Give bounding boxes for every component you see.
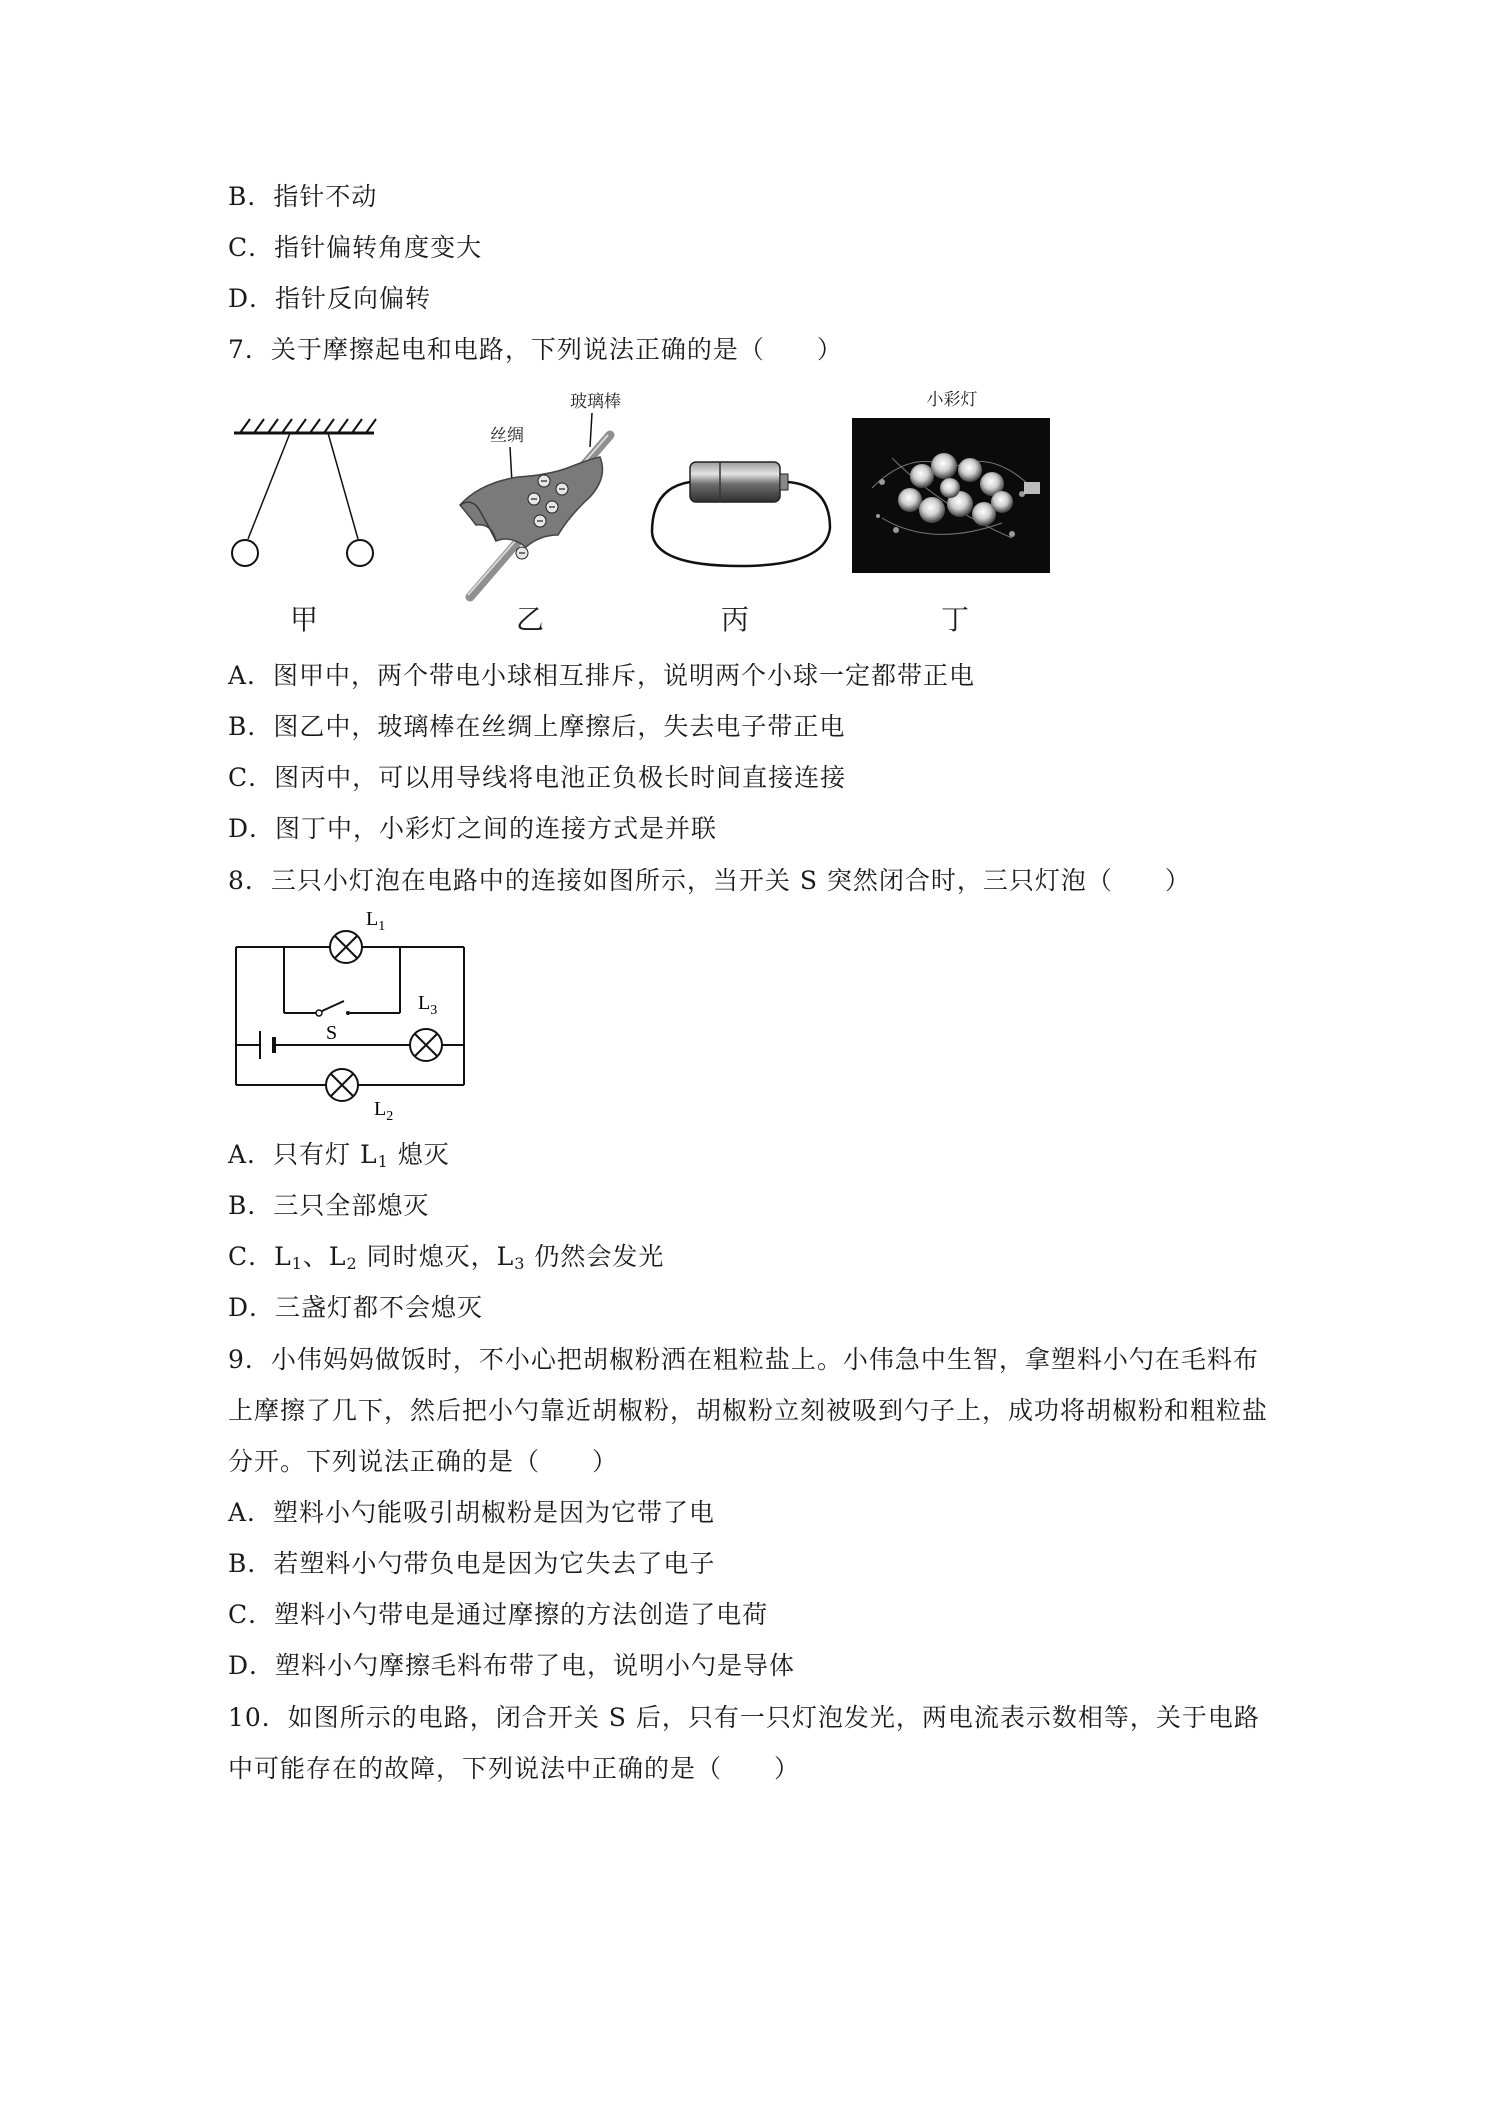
q8-circuit-diagram <box>228 905 488 1125</box>
figure-bing-battery-short <box>640 450 850 580</box>
caption-ding: 丁 <box>940 603 969 636</box>
q6-option-c: C．指针偏转角度变大 <box>228 233 483 262</box>
q9-stem-line3: 分开。下列说法正确的是（ ） <box>228 1447 619 1476</box>
q10-stem-line1: 10．如图所示的电路，闭合开关 S 后，只有一只灯泡发光，两电流表示数相等，关于电路 <box>228 1703 1260 1732</box>
q9-option-a: A．塑料小勺能吸引胡椒粉是因为它带了电 <box>228 1498 716 1527</box>
q8-option-d: D．三盏灯都不会熄灭 <box>228 1293 484 1322</box>
q8-option-a: A．只有灯 $L_1$ 熄灭 <box>228 1140 450 1171</box>
q9-option-c: C．塑料小勺带电是通过摩擦的方法创造了电荷 <box>228 1600 769 1629</box>
q7-option-c: C．图丙中，可以用导线将电池正负极长时间直接连接 <box>228 763 847 792</box>
q7-stem: 7．关于摩擦起电和电路，下列说法正确的是（ ） <box>228 335 843 364</box>
figure-jia-pendulums <box>228 405 388 575</box>
q9-option-d: D．塑料小勺摩擦毛料布带了电，说明小勺是导体 <box>228 1651 796 1680</box>
q7-option-d: D．图丁中，小彩灯之间的连接方式是并联 <box>228 814 718 843</box>
q8-option-b: B．三只全部熄灭 <box>228 1191 430 1220</box>
q6-option-b: B．指针不动 <box>228 182 378 211</box>
q7-option-a: A．图甲中，两个带电小球相互排斥，说明两个小球一定都带正电 <box>228 661 976 690</box>
q7-option-b: B．图乙中，玻璃棒在丝绸上摩擦后，失去电子带正电 <box>228 712 846 741</box>
small-lights-label: 小彩灯 <box>926 390 978 410</box>
q10-stem-line2: 中可能存在的故障，下列说法中正确的是（ ） <box>228 1754 801 1783</box>
switch-s-label: S <box>326 1022 338 1044</box>
q6-option-d: D．指针反向偏转 <box>228 284 432 313</box>
q9-option-b: B．若塑料小勺带负电是因为它失去了电子 <box>228 1549 716 1578</box>
q8-option-c: C．$L_1$、$L_2$ 同时熄灭，$L_3$ 仍然会发光 <box>228 1242 665 1273</box>
small-lights-photo <box>852 418 1050 573</box>
silk-label: 丝绸 <box>490 426 524 446</box>
caption-bing: 丙 <box>720 603 749 636</box>
lamp-l1-label: $L_1$ <box>366 908 386 934</box>
glass-rod-label: 玻璃棒 <box>570 392 621 412</box>
q9-stem-line1: 9．小伟妈妈做饭时，不小心把胡椒粉洒在粗粒盐上。小伟急中生智，拿塑料小勺在毛料布 <box>228 1345 1259 1374</box>
q8-stem: 8．三只小灯泡在电路中的连接如图所示，当开关 S 突然闭合时，三只灯泡（ ） <box>228 866 1191 895</box>
caption-jia: 甲 <box>289 603 318 636</box>
figure-yi-glass-rod-silk <box>440 385 650 605</box>
lamp-l3-label: $L_3$ <box>418 992 438 1018</box>
lamp-l2-label: $L_2$ <box>374 1098 394 1124</box>
figure-ding-lights <box>852 388 1052 573</box>
q9-stem-line2: 上摩擦了几下，然后把小勺靠近胡椒粉，胡椒粉立刻被吸到勺子上，成功将胡椒粉和粗粒盐 <box>228 1396 1269 1425</box>
caption-yi: 乙 <box>515 603 544 636</box>
